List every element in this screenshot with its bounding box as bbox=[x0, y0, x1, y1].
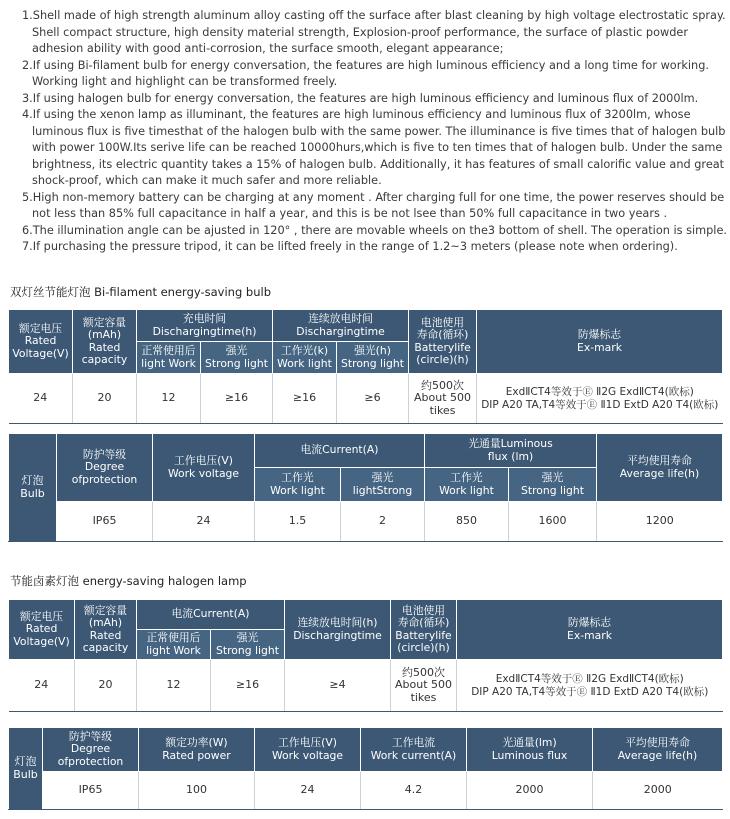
header-label: capacity bbox=[81, 353, 128, 366]
table-row bbox=[9, 772, 723, 810]
note-item: 6.The illumination angle can be ajusted in 120° , there are movable wheels on the3 bottom of shell. The operation is simple. bbox=[22, 223, 727, 237]
subheader-flux-work bbox=[425, 468, 509, 502]
header-rated-voltage bbox=[9, 600, 75, 660]
cell-average-life: 1200 bbox=[597, 502, 723, 542]
header-rated-capacity bbox=[75, 600, 137, 660]
cell-text: About 500 bbox=[414, 391, 472, 405]
header-label: 工作光 bbox=[450, 471, 483, 484]
header-label: lightStrong bbox=[352, 483, 413, 497]
cell-text: 约500次 bbox=[402, 665, 445, 679]
header-label: Degree bbox=[84, 460, 125, 474]
header-label: 寿命(循环) bbox=[397, 616, 450, 629]
cell-work-current: 4.2 bbox=[361, 772, 467, 810]
cell-text: ExdⅡCT4等效于Ⓔ Ⅱ2G ExdⅡCT4(欧标) bbox=[495, 673, 684, 685]
header-label: 额定电压 bbox=[18, 321, 63, 335]
header-label: (mAh) bbox=[87, 328, 122, 341]
header-rated-voltage bbox=[9, 310, 73, 374]
subheader-strong-light bbox=[211, 630, 285, 660]
header-label: (circle)(h) bbox=[397, 641, 450, 654]
header-work-voltage bbox=[153, 434, 255, 502]
header-label: Voltage(V) bbox=[12, 346, 69, 360]
header-label: 工作光(k) bbox=[280, 344, 329, 357]
subheader-normal-work bbox=[137, 630, 211, 660]
cell-strong-light-2: ≥6 bbox=[337, 374, 409, 424]
header-label: Degree bbox=[70, 742, 111, 756]
header-label: Work light bbox=[270, 483, 325, 497]
cell-continuous: ≥4 bbox=[285, 660, 391, 712]
header-continuous-discharge bbox=[285, 600, 391, 660]
cell-battery-life bbox=[391, 660, 457, 712]
header-label: ofprotection bbox=[71, 472, 138, 486]
header-luminous-flux bbox=[425, 434, 597, 468]
header-label: 额定功率(W) bbox=[165, 736, 228, 749]
header-rated-capacity bbox=[73, 310, 137, 374]
header-label: 工作光 bbox=[281, 471, 314, 484]
header-label: Work current(A) bbox=[370, 748, 457, 762]
subheader-flux-strong bbox=[509, 468, 597, 502]
header-label: 强光 bbox=[541, 471, 564, 484]
cell-text: DIP A20 TA,T4等效于Ⓔ Ⅱ1D ExtD A20 T4(欧标) bbox=[471, 685, 709, 698]
header-label: Work voltage bbox=[271, 748, 344, 762]
cell-rated-power: 100 bbox=[139, 772, 255, 810]
subheader-strong-light bbox=[201, 342, 273, 374]
cell-average-life: 2000 bbox=[593, 772, 723, 810]
header-label: (circle)(h) bbox=[416, 353, 469, 366]
cell-protection: IP65 bbox=[57, 502, 153, 542]
header-label: 工作电压(V) bbox=[278, 736, 337, 749]
cell-current-strong: 2 bbox=[341, 502, 425, 542]
note-item: 2.If using Bi-filament bulb for energy conversation, the features are high luminous efficiency and a long time for working. Working light and highlight can be transformed freely. bbox=[22, 58, 709, 88]
cell-capacity: 20 bbox=[73, 374, 137, 424]
header-label: 充电时间 bbox=[182, 312, 227, 325]
header-battery-life bbox=[391, 600, 457, 660]
header-label: 正常使用后 bbox=[141, 344, 196, 357]
header-label: 防爆标志 bbox=[567, 616, 612, 629]
header-label: 电池使用 bbox=[401, 603, 446, 617]
cell-text: DIP A20 TA,T4等效于Ⓔ Ⅱ1D ExtD A20 T4(欧标) bbox=[481, 398, 719, 411]
bi-filament-battery-table bbox=[8, 309, 723, 424]
note-item: 7.If purchasing the pressure tripod, it can be lifted freely in the range of 1.2~3 meters (please note when ordering). bbox=[22, 240, 678, 253]
header-protection bbox=[43, 728, 139, 772]
header-label: 连续放电时间 bbox=[308, 312, 373, 325]
cell-flux-work: 850 bbox=[425, 502, 509, 542]
header-label: Work light bbox=[439, 483, 494, 497]
cell-luminous-flux: 2000 bbox=[467, 772, 593, 810]
cell-work-light: ≥16 bbox=[273, 374, 337, 424]
cell-work-voltage: 24 bbox=[153, 502, 255, 542]
header-current: 电流Current(A) bbox=[255, 434, 425, 468]
header-label: 工作电流 bbox=[391, 736, 436, 749]
subheader-normal-work bbox=[137, 342, 201, 374]
bulb-label bbox=[9, 728, 43, 810]
header-battery-life bbox=[409, 310, 477, 374]
header-label: light Work bbox=[141, 356, 196, 370]
header-label: Rated bbox=[24, 334, 57, 348]
header-label: capacity bbox=[82, 641, 129, 654]
header-current: 电流Current(A) bbox=[137, 600, 285, 630]
cell-protection: IP65 bbox=[43, 772, 139, 810]
feature-notes bbox=[22, 8, 727, 256]
note-item: 1.Shell made of high strength aluminum alloy casting off the surface after blast cleaning by high voltage electrostatic spray. Shell compact structure, high density material strength, Explosion-proof performance, the surface of plastic powder adhesion ability with good anti-corrosion, the surface smooth, elegant appearance; bbox=[22, 9, 726, 55]
section-title-halogen: 节能卤素灯泡 energy-saving halogen lamp bbox=[10, 574, 247, 588]
halogen-battery-table bbox=[8, 599, 723, 712]
header-label: 电池使用 bbox=[420, 315, 465, 329]
subheader-strong-light-2 bbox=[337, 342, 409, 374]
header-label: flux (lm) bbox=[487, 449, 534, 463]
header-label: 防爆标志 bbox=[577, 328, 622, 341]
header-label: Ex-mark bbox=[577, 340, 622, 354]
header-label: 额定电压 bbox=[19, 609, 64, 623]
halogen-bulb-table bbox=[8, 727, 723, 810]
cell-battery-life bbox=[409, 374, 477, 424]
header-label: Rated bbox=[25, 622, 58, 636]
header-label: Rated power bbox=[162, 748, 231, 762]
header-label: Strong light bbox=[341, 356, 404, 370]
header-label: Strong light bbox=[205, 356, 268, 370]
header-label: 工作电压(V) bbox=[174, 454, 233, 467]
header-label: 灯泡 bbox=[21, 474, 44, 487]
cell-text: ExdⅡCT4等效于Ⓔ Ⅱ2G ExdⅡCT4(欧标) bbox=[505, 386, 694, 398]
cell-text: tikes bbox=[410, 690, 437, 704]
header-label: Average life(h) bbox=[619, 466, 700, 480]
header-label: 光通量Luminous bbox=[468, 437, 553, 450]
header-label: Strong light bbox=[216, 643, 279, 657]
subheader-current-strong bbox=[341, 468, 425, 502]
header-label: 防护等级 bbox=[68, 729, 113, 743]
header-label: 额定容量 bbox=[83, 603, 128, 617]
header-label: 防护等级 bbox=[82, 447, 127, 461]
note-item: 3.If using halogen bulb for energy conversation, the features are high luminous efficiency and luminous flux of 2000lm. bbox=[22, 91, 699, 105]
header-ex-mark bbox=[477, 310, 723, 374]
cell-current-work: 1.5 bbox=[255, 502, 341, 542]
note-item: 4.If using the xenon lamp as illuminant, the features are high luminous efficiency and luminous flux of 3200lm, whose luminous flux is five timesthat of the halogen bulb with the same power. The illuminance is five times that of halogen bulb with power 100W.Its serive life can be reached 10000hurs,which is five to ten times that of halogen bulb. Under the same brightness, its electric quantity takes a 15% of halogen bulb. Additionally, it has features of small calorific value and great shock-proof, which can make it much safer and more reliable. bbox=[22, 108, 726, 187]
header-charging-time bbox=[137, 310, 273, 342]
table-row bbox=[9, 502, 723, 542]
header-work-voltage bbox=[255, 728, 361, 772]
header-ex-mark bbox=[457, 600, 723, 660]
header-label: Dischargingtime(h) bbox=[152, 324, 257, 338]
header-luminous-flux bbox=[467, 728, 593, 772]
cell-ex-mark bbox=[457, 660, 723, 712]
header-label: 连续放电时间(h) bbox=[297, 616, 378, 629]
header-label: Work voltage bbox=[167, 466, 240, 480]
header-label: 额定容量 bbox=[82, 315, 127, 329]
header-protection bbox=[57, 434, 153, 502]
header-label: Voltage(V) bbox=[13, 634, 70, 648]
header-continuous-discharge bbox=[273, 310, 409, 342]
cell-work-voltage: 24 bbox=[255, 772, 361, 810]
subheader-work-light bbox=[273, 342, 337, 374]
header-label: 强光 bbox=[371, 471, 394, 484]
header-label: Work light bbox=[277, 356, 332, 370]
header-average-life bbox=[597, 434, 723, 502]
header-rated-power bbox=[139, 728, 255, 772]
section-title-bi-filament: 双灯丝节能灯泡 Bi-filament energy-saving bulb bbox=[10, 285, 271, 299]
header-label: 强光 bbox=[236, 631, 259, 644]
header-label: Luminous flux bbox=[491, 748, 568, 762]
cell-normal-work: 12 bbox=[137, 660, 211, 712]
header-label: Rated bbox=[88, 340, 121, 354]
cell-strong-light: ≥16 bbox=[211, 660, 285, 712]
header-label: Strong light bbox=[521, 483, 584, 497]
table-row bbox=[9, 660, 723, 712]
header-label: Dischargingtime bbox=[293, 628, 382, 642]
header-label: Average life(h) bbox=[617, 748, 698, 762]
cell-text: tikes bbox=[429, 403, 456, 417]
bi-filament-bulb-table bbox=[8, 433, 723, 542]
header-label: Dischargingtime bbox=[296, 324, 385, 338]
header-label: 平均使用寿命 bbox=[625, 736, 690, 749]
cell-strong-light: ≥16 bbox=[201, 374, 273, 424]
table-row bbox=[9, 374, 723, 424]
cell-flux-strong: 1600 bbox=[509, 502, 597, 542]
header-label: Bulb bbox=[13, 767, 38, 781]
bulb-label bbox=[9, 434, 57, 542]
header-label: Batterylife bbox=[395, 628, 452, 642]
header-label: 强光(h) bbox=[354, 344, 391, 357]
cell-text: About 500 bbox=[394, 678, 452, 692]
header-work-current bbox=[361, 728, 467, 772]
note-item: 5.High non-memory battery can be charging at any moment . After charging full for one time, the power reserves should be not less than 85% full capacitance in half a year, and this is be not lsee than 50% full capacitance in two years . bbox=[22, 190, 725, 220]
header-label: Ex-mark bbox=[567, 628, 612, 642]
header-label: 寿命(循环) bbox=[416, 328, 469, 341]
header-label: 平均使用寿命 bbox=[627, 454, 692, 467]
header-label: 正常使用后 bbox=[146, 631, 201, 644]
header-label: 光通量(lm) bbox=[502, 736, 557, 749]
cell-text: 约500次 bbox=[421, 378, 465, 392]
header-label: 灯泡 bbox=[14, 755, 37, 768]
header-label: Bulb bbox=[20, 486, 45, 500]
header-label: Batterylife bbox=[414, 340, 471, 354]
cell-voltage: 24 bbox=[9, 660, 75, 712]
subheader-current-work bbox=[255, 468, 341, 502]
cell-normal-work: 12 bbox=[137, 374, 201, 424]
header-average-life bbox=[593, 728, 723, 772]
header-label: light Work bbox=[146, 643, 201, 657]
header-label: (mAh) bbox=[88, 616, 123, 629]
header-label: Rated bbox=[89, 628, 122, 642]
cell-voltage: 24 bbox=[9, 374, 73, 424]
cell-capacity: 20 bbox=[75, 660, 137, 712]
cell-ex-mark bbox=[477, 374, 723, 424]
header-label: 强光 bbox=[225, 344, 248, 357]
header-label: ofprotection bbox=[57, 754, 124, 768]
